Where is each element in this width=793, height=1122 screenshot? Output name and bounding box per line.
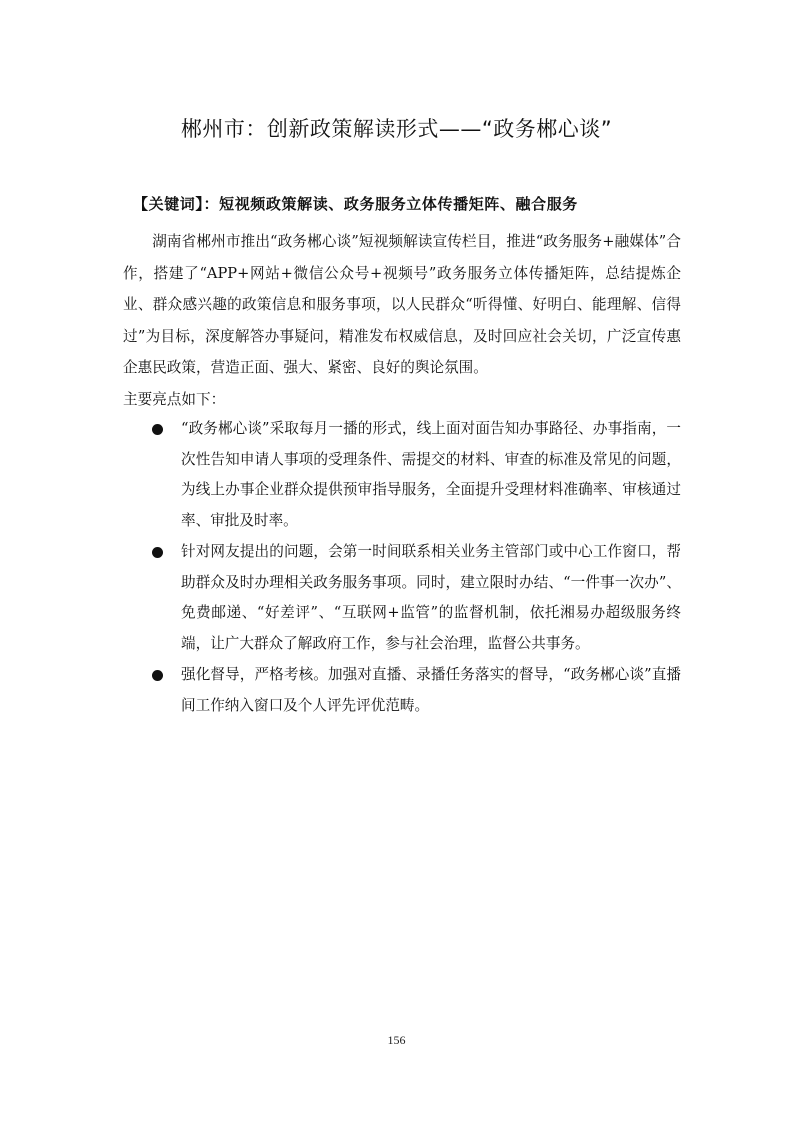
bullet-icon — [152, 424, 163, 435]
list-item — [155, 537, 681, 659]
keywords-line: 【关键词】：短视频政策解读、政务服务立体传播矩阵、融合服务 — [133, 195, 578, 213]
list-item-text: 强化督导，严格考核。加强对直播、录播任务落实的督导，“政务郴心谈”直播间工作纳入窗口及个人评先评优范畴。 — [181, 666, 681, 714]
list-item-text: 针对网友提出的问题，会第一时间联系相关业务主管部门或中心工作窗口，帮助群众及时办理相关政务服务事项。同时，建立限时办结、“一件事一次办”、免费邮递、“好差评”、“互联网+监管”的监督机制，依托湘易办超级服务终端，让广大群众了解政府工作，参与社会治理，监督公共事务。 — [181, 543, 681, 652]
highlights-list — [155, 414, 681, 722]
intro-paragraph: 湖南省郴州市推出“政务郴心谈”短视频解读宣传栏目，推进“政务服务+融媒体”合作，搭建了“APP+网站+微信公众号+视频号”政务服务立体传播矩阵，总结提炼企业、群众感兴趣的政策信息和服务事项，以人民群众“听得懂、好明白、能理解、信得过”为目标，深度解答办事疑问，精准发布权威信息，及时回应社会关切，广泛宣传惠企惠民政策，营造正面、强大、紧密、良好的舆论氛围。 — [123, 233, 681, 376]
document-title: 郴州市：创新政策解读形式——“政务郴心谈” — [180, 117, 613, 141]
list-item-text: “政务郴心谈”采取每月一播的形式，线上面对面告知办事路径、办事指南，一次性告知申请人事项的受理条件、需提交的材料、审查的标准及常见的问题，为线上办事企业群众提供预审指导服务，全面提升受理材料准确率、审核通过率、审批及时率。 — [181, 420, 681, 529]
list-item — [155, 660, 681, 721]
page-number: 156 — [387, 1033, 406, 1047]
highlights-lead: 主要亮点如下： — [123, 391, 226, 408]
list-item — [155, 414, 681, 536]
bullet-icon — [152, 547, 163, 558]
bullet-icon — [152, 670, 163, 681]
